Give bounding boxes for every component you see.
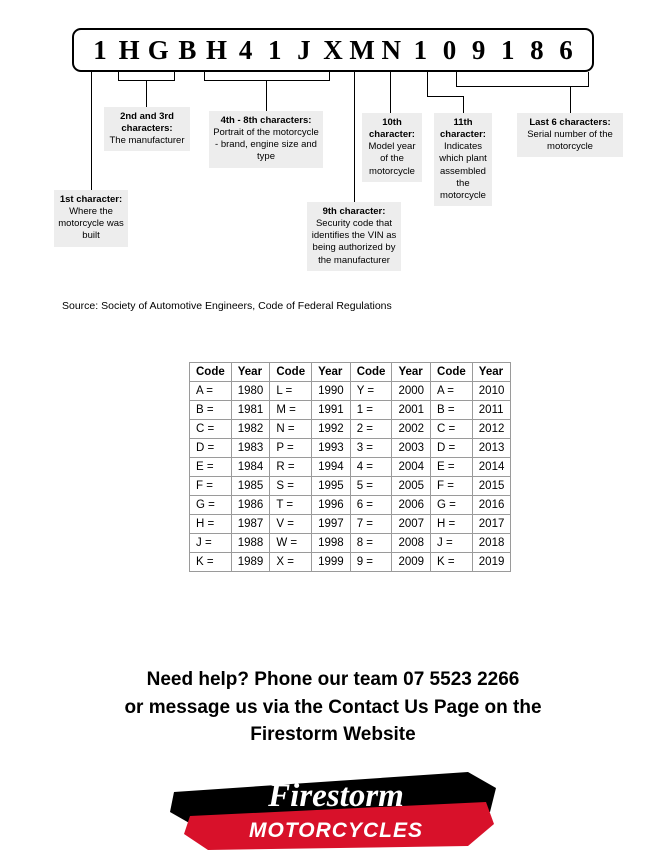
help-line-3: Firestorm Website bbox=[250, 724, 416, 746]
vin-char: G bbox=[147, 34, 169, 65]
leader-line-11th-down bbox=[463, 96, 464, 113]
cell-year: 1998 bbox=[312, 534, 351, 553]
logo-wordmark: Firestorm bbox=[268, 778, 404, 814]
column-header: Code bbox=[431, 363, 473, 382]
cell-year: 1982 bbox=[231, 420, 270, 439]
table-row bbox=[190, 458, 511, 477]
callout-last-six-characters bbox=[517, 113, 623, 157]
cell-code: N = bbox=[270, 420, 312, 439]
vin-char: N bbox=[381, 34, 401, 65]
cell-year: 1992 bbox=[312, 420, 351, 439]
cell-year: 2002 bbox=[392, 420, 431, 439]
vin-char: 1 bbox=[501, 34, 515, 65]
logo-subword: MOTORCYCLES bbox=[249, 819, 423, 842]
callout-title: 4th - 8th characters: bbox=[220, 115, 312, 126]
bracket-tick-2nd bbox=[118, 72, 119, 81]
cell-year: 1997 bbox=[312, 515, 351, 534]
cell-year: 1984 bbox=[231, 458, 270, 477]
cell-code: B = bbox=[190, 401, 232, 420]
callout-body: Indicates which plant assembled the motorcycle bbox=[439, 141, 487, 201]
cell-code: H = bbox=[190, 515, 232, 534]
cell-year: 2010 bbox=[472, 382, 511, 401]
cell-code: Y = bbox=[350, 382, 392, 401]
cell-code: D = bbox=[431, 439, 473, 458]
column-header: Year bbox=[472, 363, 511, 382]
source-note: Source: Society of Automotive Engineers, Code of Federal Regulations bbox=[62, 300, 392, 312]
cell-year: 1991 bbox=[312, 401, 351, 420]
vin-diagram bbox=[0, 0, 666, 312]
cell-code: 9 = bbox=[350, 553, 392, 572]
model-year-code-table bbox=[189, 362, 511, 572]
callout-first-character bbox=[54, 190, 128, 247]
table-header-row bbox=[190, 363, 511, 382]
cell-code: P = bbox=[270, 439, 312, 458]
cell-code: 4 = bbox=[350, 458, 392, 477]
column-header: Code bbox=[350, 363, 392, 382]
callout-eleventh-character bbox=[434, 113, 492, 206]
table-row bbox=[190, 553, 511, 572]
column-header: Year bbox=[392, 363, 431, 382]
vin-char: 9 bbox=[471, 34, 486, 65]
cell-code: G = bbox=[431, 496, 473, 515]
bracket-tick-3rd bbox=[174, 72, 175, 81]
vin-char: B bbox=[178, 34, 197, 65]
cell-year: 2013 bbox=[472, 439, 511, 458]
cell-year: 2015 bbox=[472, 477, 511, 496]
cell-code: 2 = bbox=[350, 420, 392, 439]
firestorm-logo-svg bbox=[168, 766, 498, 852]
help-line-1: Need help? Phone our team 07 5523 2266 bbox=[146, 669, 520, 690]
callout-body: Security code that identifies the VIN as being authorized by the manufacturer bbox=[311, 218, 397, 266]
cell-year: 1983 bbox=[231, 439, 270, 458]
cell-year: 2004 bbox=[392, 458, 431, 477]
cell-code: W = bbox=[270, 534, 312, 553]
callout-body: The manufacturer bbox=[109, 135, 185, 147]
cell-code: J = bbox=[431, 534, 473, 553]
cell-code: 5 = bbox=[350, 477, 392, 496]
cell-code: K = bbox=[431, 553, 473, 572]
cell-year: 1986 bbox=[231, 496, 270, 515]
cell-year: 1980 bbox=[231, 382, 270, 401]
cell-year: 1996 bbox=[312, 496, 351, 515]
cell-year: 1990 bbox=[312, 382, 351, 401]
vin-char: 1 bbox=[93, 34, 107, 65]
callout-title: 11th character: bbox=[440, 117, 486, 141]
cell-code: 1 = bbox=[350, 401, 392, 420]
cell-year: 1987 bbox=[231, 515, 270, 534]
bracket-last-6 bbox=[456, 86, 588, 87]
callout-body: Where the motorcycle was built bbox=[58, 206, 124, 242]
cell-code: F = bbox=[431, 477, 473, 496]
cell-year: 2001 bbox=[392, 401, 431, 420]
callout-title: 1st character: bbox=[59, 194, 123, 205]
cell-code: 6 = bbox=[350, 496, 392, 515]
cell-year: 2009 bbox=[392, 553, 431, 572]
cell-code: R = bbox=[270, 458, 312, 477]
leader-line-11th-up bbox=[427, 72, 428, 97]
cell-year: 1985 bbox=[231, 477, 270, 496]
callout-second-third-characters bbox=[104, 107, 190, 151]
cell-year: 1981 bbox=[231, 401, 270, 420]
column-header: Code bbox=[270, 363, 312, 382]
callout-title: 2nd and 3rd characters: bbox=[120, 111, 174, 135]
cell-code: F = bbox=[190, 477, 232, 496]
cell-year: 2003 bbox=[392, 439, 431, 458]
vin-char: 1 bbox=[268, 34, 282, 65]
callout-title: 9th character: bbox=[322, 206, 386, 217]
cell-code: A = bbox=[190, 382, 232, 401]
cell-year: 2007 bbox=[392, 515, 431, 534]
cell-code: T = bbox=[270, 496, 312, 515]
cell-code: M = bbox=[270, 401, 312, 420]
vin-char: 0 bbox=[442, 34, 457, 65]
callout-fourth-eighth-characters bbox=[209, 111, 323, 168]
cell-year: 2000 bbox=[392, 382, 431, 401]
cell-year: 2018 bbox=[472, 534, 511, 553]
callout-title: Last 6 characters: bbox=[529, 117, 611, 128]
vin-char: 6 bbox=[559, 34, 573, 65]
cell-year: 1995 bbox=[312, 477, 351, 496]
table-row bbox=[190, 420, 511, 439]
cell-year: 2006 bbox=[392, 496, 431, 515]
cell-code: S = bbox=[270, 477, 312, 496]
cell-code: 7 = bbox=[350, 515, 392, 534]
cell-code: 8 = bbox=[350, 534, 392, 553]
leader-line-10th bbox=[390, 72, 391, 113]
table-row bbox=[190, 382, 511, 401]
table-row bbox=[190, 534, 511, 553]
vin-char: H bbox=[118, 34, 140, 65]
leader-line-9th bbox=[354, 72, 355, 202]
cell-code: J = bbox=[190, 534, 232, 553]
cell-code: B = bbox=[431, 401, 473, 420]
leader-line-last-6 bbox=[570, 86, 571, 113]
table-row bbox=[190, 439, 511, 458]
table-row bbox=[190, 496, 511, 515]
callout-body: Serial number of the motorcycle bbox=[527, 129, 613, 153]
bracket-tick-8th bbox=[329, 72, 330, 81]
help-text-block bbox=[0, 666, 666, 749]
cell-code: C = bbox=[190, 420, 232, 439]
cell-year: 1994 bbox=[312, 458, 351, 477]
vin-char: H bbox=[205, 34, 227, 65]
cell-year: 2008 bbox=[392, 534, 431, 553]
bracket-tick-last6-start bbox=[456, 72, 457, 87]
cell-code: E = bbox=[190, 458, 232, 477]
vin-char: J bbox=[297, 34, 311, 65]
cell-code: D = bbox=[190, 439, 232, 458]
table-row bbox=[190, 401, 511, 420]
leader-line-2nd-3rd bbox=[146, 80, 147, 107]
cell-code: A = bbox=[431, 382, 473, 401]
cell-year: 2019 bbox=[472, 553, 511, 572]
cell-code: H = bbox=[431, 515, 473, 534]
help-line-2: or message us via the Contact Us Page on the bbox=[124, 696, 542, 718]
vin-char: M bbox=[349, 34, 375, 65]
callout-title: 10th character: bbox=[369, 117, 415, 141]
cell-code: V = bbox=[270, 515, 312, 534]
callout-ninth-character bbox=[307, 202, 401, 271]
cell-year: 2016 bbox=[472, 496, 511, 515]
bracket-tick-last6-end bbox=[588, 72, 589, 87]
vin-char: 8 bbox=[530, 34, 544, 65]
bracket-11th bbox=[427, 96, 463, 97]
leader-line-4th-8th bbox=[266, 80, 267, 111]
cell-code: G = bbox=[190, 496, 232, 515]
cell-year: 2017 bbox=[472, 515, 511, 534]
column-header: Year bbox=[312, 363, 351, 382]
column-header: Code bbox=[190, 363, 232, 382]
cell-code: C = bbox=[431, 420, 473, 439]
cell-code: X = bbox=[270, 553, 312, 572]
vin-char: 1 bbox=[413, 34, 428, 65]
vin-char: X bbox=[323, 34, 343, 65]
vin-number-box bbox=[72, 28, 594, 72]
bracket-tick-4th bbox=[204, 72, 205, 81]
column-header: Year bbox=[231, 363, 270, 382]
cell-code: E = bbox=[431, 458, 473, 477]
table-row bbox=[190, 515, 511, 534]
cell-year: 2005 bbox=[392, 477, 431, 496]
cell-code: 3 = bbox=[350, 439, 392, 458]
callout-body: Model year of the motorcycle bbox=[368, 141, 416, 177]
cell-year: 2014 bbox=[472, 458, 511, 477]
code-table bbox=[189, 362, 511, 572]
cell-year: 1993 bbox=[312, 439, 351, 458]
cell-year: 1999 bbox=[312, 553, 351, 572]
leader-line-1st bbox=[91, 72, 92, 190]
cell-year: 2011 bbox=[472, 401, 511, 420]
callout-tenth-character bbox=[362, 113, 422, 182]
cell-code: K = bbox=[190, 553, 232, 572]
table-row bbox=[190, 477, 511, 496]
vin-char: 4 bbox=[238, 34, 253, 65]
cell-code: L = bbox=[270, 382, 312, 401]
firestorm-logo bbox=[168, 766, 498, 852]
callout-body: Portrait of the motorcycle - brand, engine size and type bbox=[213, 127, 319, 163]
cell-year: 2012 bbox=[472, 420, 511, 439]
cell-year: 1988 bbox=[231, 534, 270, 553]
cell-year: 1989 bbox=[231, 553, 270, 572]
